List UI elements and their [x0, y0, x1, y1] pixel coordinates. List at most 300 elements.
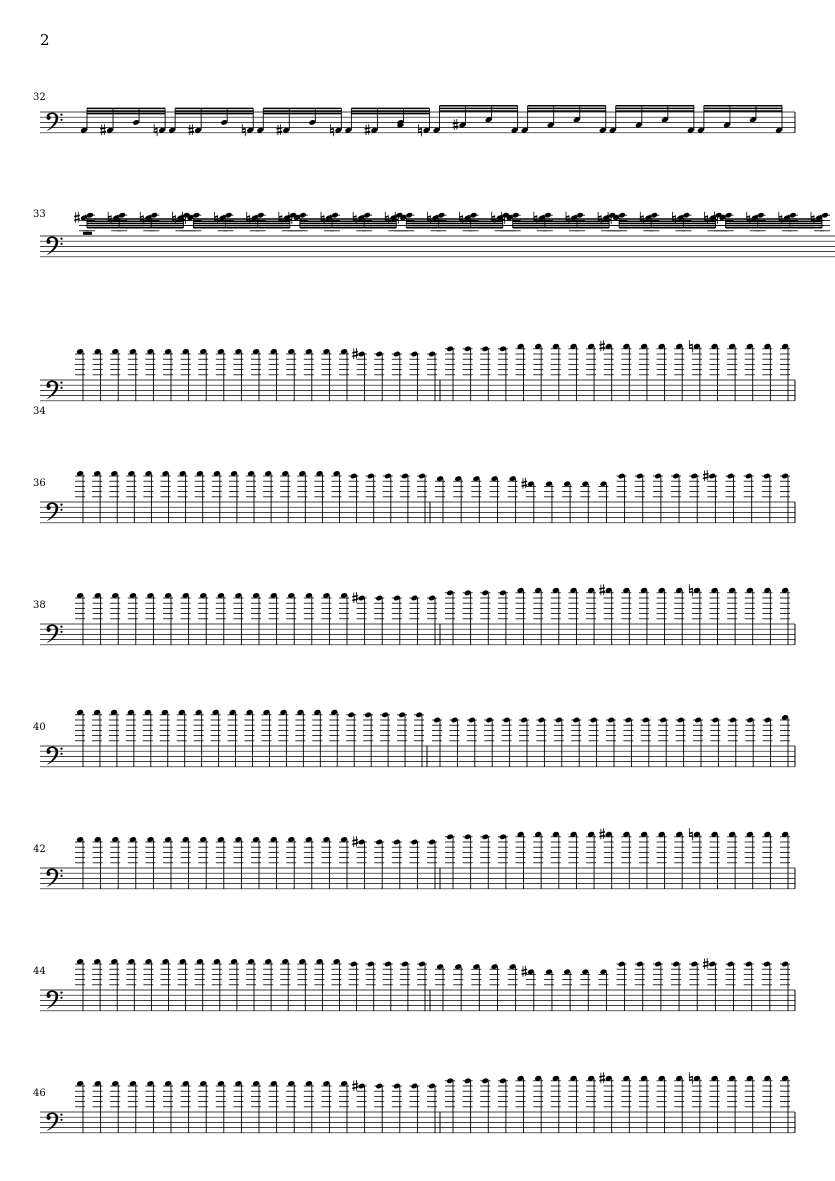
note — [198, 348, 208, 401]
note — [269, 348, 279, 401]
note — [366, 961, 376, 1011]
note-head — [405, 212, 413, 219]
note — [508, 475, 518, 522]
note — [414, 712, 424, 767]
measure-number: 36 — [33, 478, 46, 489]
note — [263, 958, 273, 1011]
note — [212, 470, 222, 523]
note — [689, 584, 702, 645]
note — [674, 1075, 684, 1133]
natural-accidental — [321, 212, 324, 224]
note-head — [363, 212, 371, 219]
natural-accidental — [689, 340, 692, 352]
note — [621, 343, 631, 401]
note — [762, 473, 772, 523]
note — [463, 1078, 473, 1133]
note — [195, 470, 205, 523]
note — [727, 1075, 737, 1133]
note — [745, 587, 755, 645]
note — [321, 348, 331, 401]
note — [674, 831, 684, 889]
note — [780, 343, 790, 401]
note — [349, 473, 359, 523]
note — [709, 1075, 719, 1133]
system-34 — [33, 340, 795, 417]
note — [143, 958, 153, 1011]
note — [321, 1080, 331, 1133]
measure — [445, 584, 790, 645]
beam-group — [715, 212, 830, 231]
note — [533, 343, 543, 401]
bass-clef-icon — [47, 625, 63, 644]
note-head — [299, 212, 307, 219]
note — [110, 1080, 120, 1133]
note — [762, 587, 772, 645]
note — [126, 709, 136, 767]
natural-accidental — [140, 212, 143, 224]
note — [280, 958, 290, 1011]
note — [145, 348, 155, 401]
note-head — [257, 212, 265, 219]
beam-group — [697, 106, 783, 134]
note — [635, 473, 645, 523]
note — [75, 592, 85, 645]
natural-accidental — [566, 212, 569, 224]
beam-group — [182, 212, 297, 231]
note — [484, 717, 494, 767]
note — [178, 958, 188, 1011]
measure — [435, 470, 790, 523]
note — [727, 343, 737, 401]
note — [676, 717, 686, 767]
note — [502, 717, 512, 767]
note — [92, 709, 102, 767]
note — [352, 836, 366, 889]
system-32 — [33, 92, 795, 136]
note — [195, 958, 205, 1011]
note — [727, 587, 737, 645]
measure — [75, 348, 437, 401]
note-head — [470, 212, 478, 219]
note — [304, 836, 314, 889]
note — [568, 1075, 578, 1133]
note — [251, 592, 261, 645]
note — [409, 1083, 419, 1133]
note — [75, 836, 85, 889]
note-head — [725, 212, 733, 219]
sharp-accidental — [521, 966, 527, 977]
note — [352, 348, 366, 401]
sharp-accidental — [188, 124, 194, 135]
note — [508, 963, 518, 1010]
note — [671, 473, 681, 523]
note — [143, 709, 153, 767]
note — [586, 1075, 596, 1133]
note — [745, 1075, 755, 1133]
note — [229, 958, 239, 1011]
note — [216, 348, 226, 401]
sharp-accidental — [599, 1072, 605, 1083]
measure-number: 42 — [33, 844, 46, 855]
system-46 — [33, 1072, 795, 1133]
note — [599, 1072, 613, 1133]
note — [435, 475, 445, 522]
note — [551, 343, 561, 401]
note — [745, 831, 755, 889]
note — [110, 348, 120, 401]
note — [280, 470, 290, 523]
note-head — [544, 212, 552, 219]
note — [709, 831, 719, 889]
sharp-accidental — [352, 1080, 358, 1091]
note — [671, 961, 681, 1011]
note — [128, 348, 138, 401]
note — [400, 473, 410, 523]
note — [143, 470, 153, 523]
natural-accidental — [460, 212, 463, 224]
note — [374, 839, 384, 889]
note — [339, 348, 349, 401]
note — [471, 963, 481, 1010]
note — [75, 1080, 85, 1133]
note — [480, 834, 490, 889]
note — [75, 958, 85, 1011]
note — [233, 592, 243, 645]
beam-group — [608, 212, 723, 231]
note — [409, 595, 419, 645]
note — [374, 1083, 384, 1133]
note-head — [331, 212, 339, 219]
note — [554, 717, 564, 767]
note — [435, 963, 445, 1010]
note — [710, 717, 720, 767]
note — [352, 592, 366, 645]
note-head — [789, 212, 797, 219]
note — [314, 470, 324, 523]
natural-accidental — [747, 212, 750, 224]
note — [304, 348, 314, 401]
note — [216, 1080, 226, 1133]
note — [178, 470, 188, 523]
note — [762, 961, 772, 1011]
note — [126, 958, 136, 1011]
note — [586, 831, 596, 889]
sharp-accidental — [352, 836, 358, 847]
note — [657, 587, 667, 645]
note — [653, 961, 663, 1011]
note — [349, 961, 359, 1011]
note — [727, 831, 737, 889]
note — [639, 587, 649, 645]
note — [568, 831, 578, 889]
note — [709, 587, 719, 645]
natural-accidental — [215, 212, 218, 224]
note — [297, 470, 307, 523]
natural-accidental — [779, 212, 782, 224]
note — [286, 348, 296, 401]
note — [780, 831, 790, 889]
note — [160, 709, 170, 767]
note — [163, 836, 173, 889]
measure — [435, 958, 790, 1011]
note — [657, 831, 667, 889]
measure-number: 33 — [33, 209, 46, 220]
measure — [75, 1080, 437, 1133]
beam-group — [521, 106, 607, 134]
note — [128, 592, 138, 645]
note — [332, 958, 342, 1011]
natural-accidental — [689, 1072, 692, 1084]
note — [163, 592, 173, 645]
bass-clef-icon — [47, 747, 63, 766]
sharp-accidental — [74, 212, 80, 223]
note — [212, 958, 222, 1011]
note-head — [650, 212, 658, 219]
bass-clef-icon — [47, 113, 63, 132]
note — [498, 1078, 508, 1133]
beam-group — [74, 212, 191, 235]
sharp-accidental — [703, 470, 709, 481]
note — [417, 473, 427, 523]
system-42 — [33, 828, 795, 889]
note — [332, 470, 342, 523]
note — [709, 343, 719, 401]
note — [780, 587, 790, 645]
natural-accidental — [689, 584, 692, 596]
measure-number: 38 — [33, 600, 46, 611]
note — [109, 958, 119, 1011]
note — [635, 961, 645, 1011]
note — [728, 717, 738, 767]
note — [392, 351, 402, 401]
page-number: 2 — [40, 31, 50, 49]
note — [397, 712, 407, 767]
note — [374, 595, 384, 645]
note — [427, 1083, 437, 1133]
natural-accidental — [534, 212, 537, 224]
note — [693, 717, 703, 767]
note — [639, 343, 649, 401]
note — [489, 475, 499, 522]
measure — [432, 714, 790, 767]
note — [427, 595, 437, 645]
note — [568, 587, 578, 645]
note — [639, 831, 649, 889]
note — [780, 714, 790, 767]
note — [363, 712, 373, 767]
measure — [445, 1072, 790, 1133]
note — [623, 717, 633, 767]
note — [571, 717, 581, 767]
note — [110, 592, 120, 645]
note — [463, 590, 473, 645]
note — [198, 592, 208, 645]
note — [533, 831, 543, 889]
note — [763, 717, 773, 767]
note — [521, 478, 535, 523]
natural-accidental — [598, 212, 601, 224]
note — [245, 709, 255, 767]
note-head — [683, 212, 691, 219]
measure — [445, 828, 790, 889]
note — [251, 1080, 261, 1133]
note — [263, 470, 273, 523]
note-head — [757, 212, 765, 219]
measure — [80, 106, 783, 136]
note — [400, 961, 410, 1011]
sharp-accidental — [365, 124, 371, 135]
note — [409, 839, 419, 889]
note — [229, 470, 239, 523]
note — [463, 346, 473, 401]
note — [689, 1072, 702, 1133]
note — [128, 836, 138, 889]
note-head — [225, 212, 233, 219]
sharp-accidental — [352, 592, 358, 603]
note — [286, 1080, 296, 1133]
note — [346, 712, 356, 767]
note-head — [618, 212, 626, 219]
system-40 — [33, 709, 795, 767]
note — [551, 831, 561, 889]
note — [519, 717, 529, 767]
note-head — [118, 212, 126, 219]
note — [536, 717, 546, 767]
note — [621, 831, 631, 889]
note — [181, 348, 191, 401]
sharp-accidental — [599, 340, 605, 351]
note — [352, 1080, 366, 1133]
note-head — [576, 212, 584, 219]
note — [392, 839, 402, 889]
note — [409, 351, 419, 401]
note — [498, 346, 508, 401]
beam-group — [395, 212, 510, 231]
note — [286, 836, 296, 889]
note — [228, 709, 238, 767]
note — [128, 1080, 138, 1133]
note — [445, 346, 455, 401]
note — [233, 348, 243, 401]
natural-accidental — [689, 828, 692, 840]
note — [445, 1078, 455, 1133]
beam-group — [502, 212, 617, 231]
system-44 — [33, 958, 795, 1011]
natural-accidental — [330, 124, 333, 136]
note — [109, 470, 119, 523]
note — [383, 473, 393, 523]
system-38 — [33, 584, 795, 645]
note — [780, 1075, 790, 1133]
note — [621, 1075, 631, 1133]
note — [744, 473, 754, 523]
natural-accidental — [672, 212, 675, 224]
note — [92, 958, 102, 1011]
note — [480, 346, 490, 401]
note — [261, 709, 271, 767]
note — [516, 343, 526, 401]
natural-accidental — [247, 212, 250, 224]
note — [181, 1080, 191, 1133]
note — [177, 709, 187, 767]
note — [703, 470, 717, 523]
measure — [75, 470, 427, 523]
sharp-accidental — [276, 124, 282, 135]
note — [75, 709, 85, 767]
measure-number: 44 — [33, 966, 46, 977]
note — [374, 351, 384, 401]
note-head — [150, 212, 158, 219]
note — [246, 958, 256, 1011]
note — [93, 1080, 103, 1133]
note — [745, 343, 755, 401]
measure-number: 46 — [33, 1088, 46, 1099]
note — [295, 709, 305, 767]
rest — [83, 232, 92, 235]
note — [233, 1080, 243, 1133]
note — [392, 1083, 402, 1133]
note — [380, 712, 390, 767]
note — [674, 343, 684, 401]
note — [762, 343, 772, 401]
note — [198, 1080, 208, 1133]
note — [417, 961, 427, 1011]
note — [198, 836, 208, 889]
natural-accidental — [172, 212, 175, 224]
note — [251, 348, 261, 401]
note — [163, 1080, 173, 1133]
note — [304, 1080, 314, 1133]
beam-group — [609, 106, 695, 134]
bass-clef-icon — [47, 237, 63, 256]
note — [599, 828, 613, 889]
note — [449, 717, 459, 767]
note — [392, 595, 402, 645]
note — [744, 961, 754, 1011]
note — [110, 836, 120, 889]
natural-accidental — [108, 212, 111, 224]
note — [480, 590, 490, 645]
measure — [75, 592, 437, 645]
natural-accidental — [419, 124, 422, 136]
measure-number: 40 — [33, 722, 46, 733]
note — [297, 958, 307, 1011]
note-head — [86, 212, 94, 219]
note — [551, 587, 561, 645]
note — [339, 592, 349, 645]
note — [163, 348, 173, 401]
note — [586, 343, 596, 401]
note — [445, 590, 455, 645]
note — [269, 1080, 279, 1133]
note — [145, 836, 155, 889]
note — [617, 473, 627, 523]
note — [321, 592, 331, 645]
note — [533, 587, 543, 645]
bass-clef-icon — [47, 503, 63, 522]
note — [498, 834, 508, 889]
note — [75, 470, 85, 523]
note — [568, 343, 578, 401]
measure — [75, 836, 437, 889]
note — [621, 587, 631, 645]
note — [726, 961, 736, 1011]
note — [657, 1075, 667, 1133]
note — [689, 473, 699, 523]
measure — [74, 212, 830, 235]
note — [145, 592, 155, 645]
natural-accidental — [640, 212, 643, 224]
